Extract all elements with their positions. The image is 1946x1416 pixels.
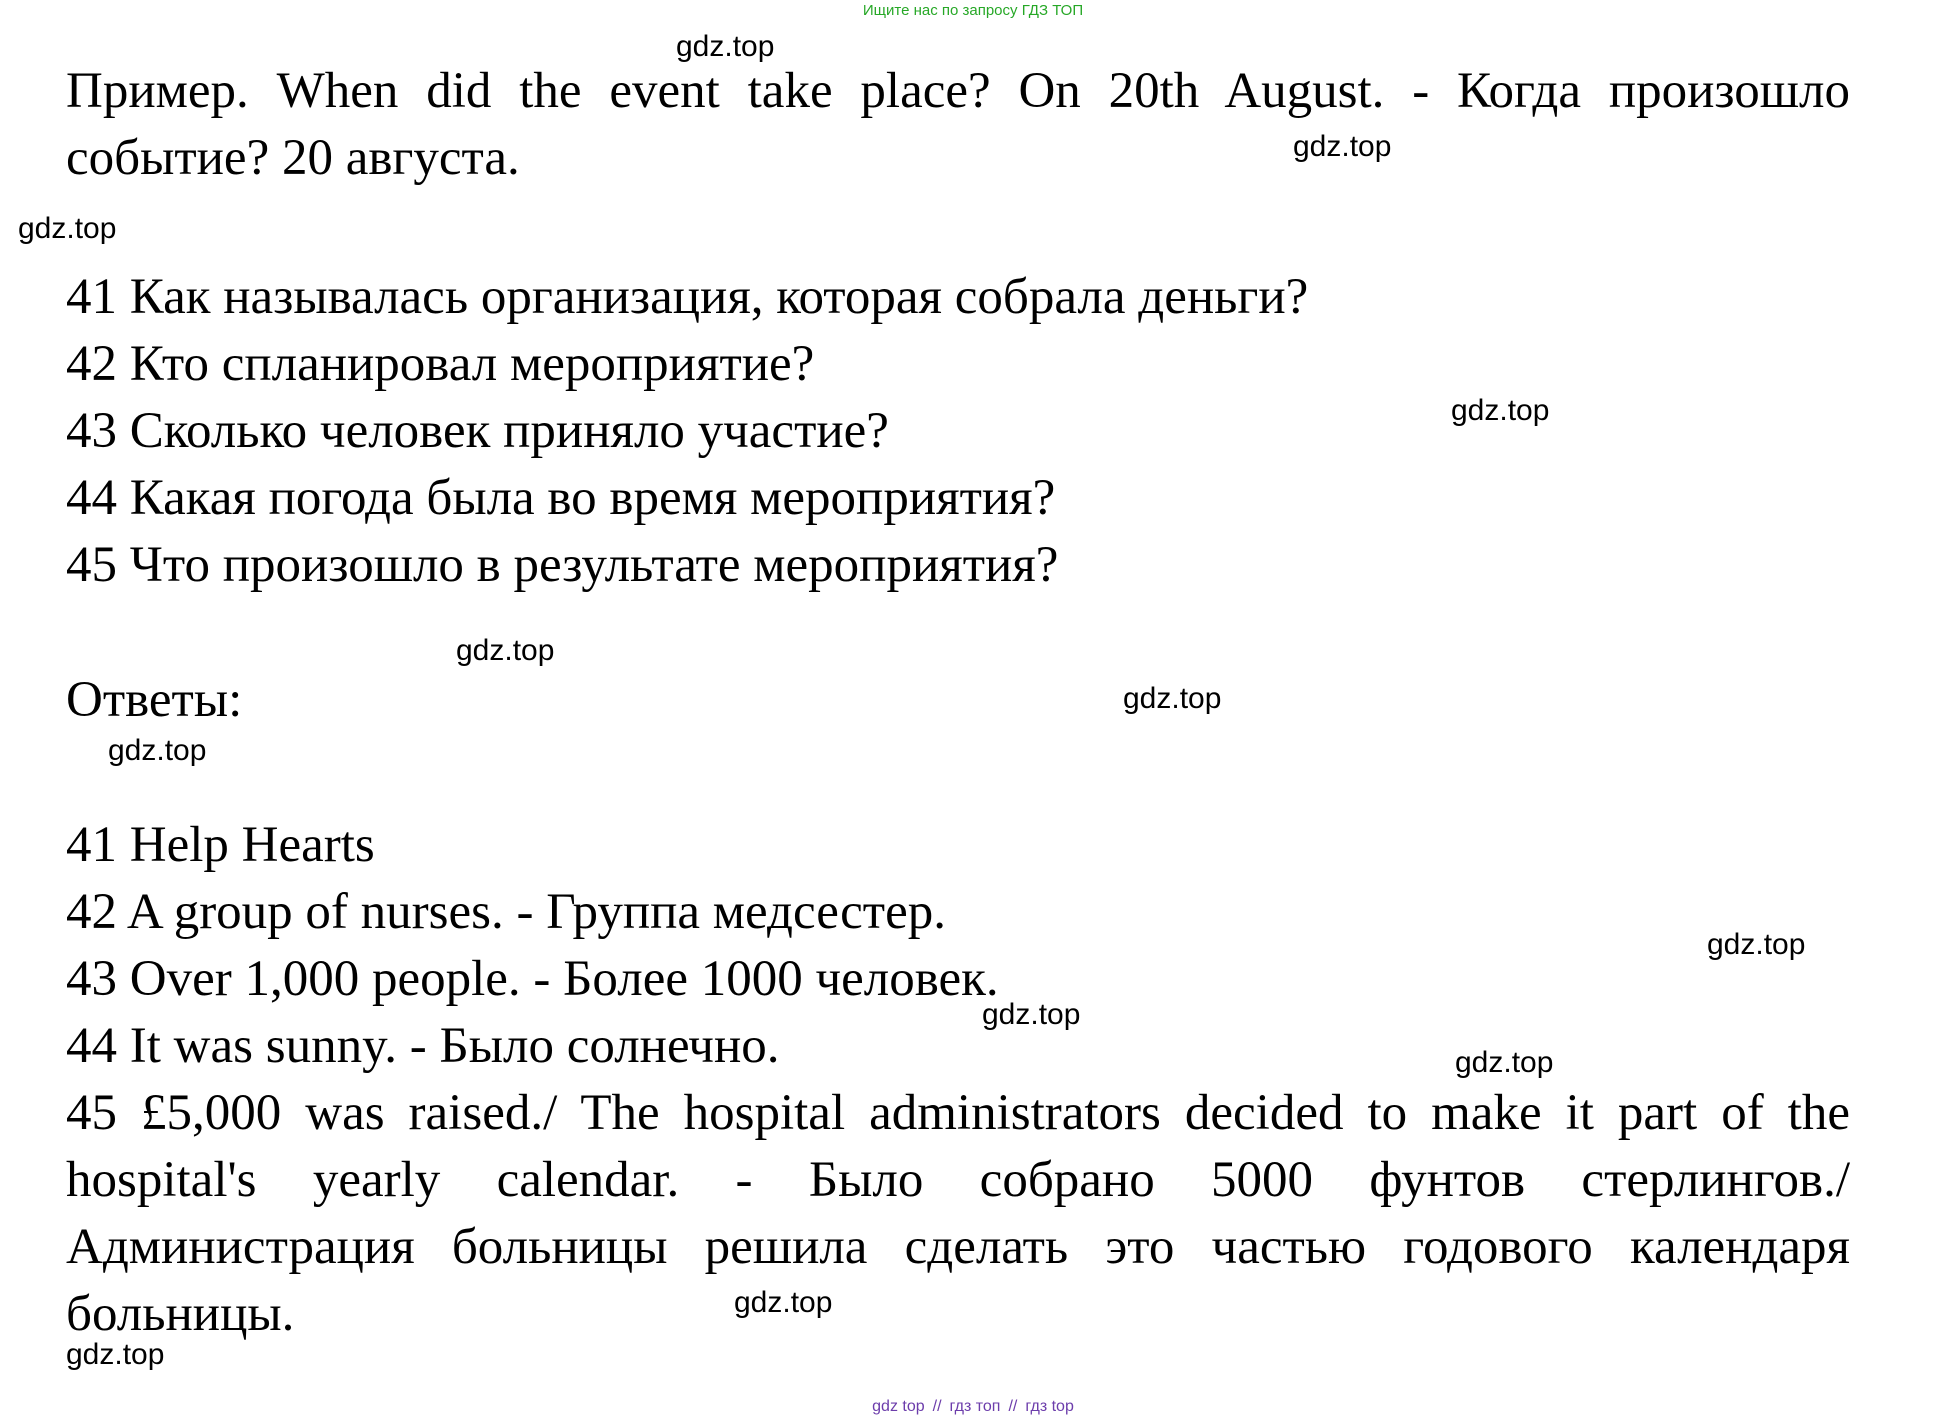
footer-link[interactable]: гдз топ (949, 1398, 1001, 1415)
question-list (66, 264, 1850, 599)
answer-item: 41 Help Hearts (66, 817, 375, 873)
question-item: 42 Кто спланировал мероприятие? (66, 336, 815, 392)
footer-separator: // (932, 1398, 942, 1415)
question-item: 45 Что произошло в результате мероприятия? (66, 537, 1059, 593)
watermark: gdz.top (1293, 130, 1392, 163)
watermark: gdz.top (18, 212, 117, 245)
answers-heading: Ответы: (66, 672, 243, 728)
watermark: gdz.top (734, 1286, 833, 1319)
search-hint-link[interactable]: Ищите нас по запросу ГДЗ ТОП (862, 2, 1084, 19)
question-item: 41 Как называлась организация, которая собрала деньги? (66, 269, 1309, 325)
watermark: gdz.top (676, 30, 775, 63)
watermark: gdz.top (982, 998, 1081, 1031)
answer-item: 45 £5,000 was raised./ The hospital administrators decided to make it part of the hospital's yearly calendar. - Было собрано 5000 фунтов стерлингов./ Администрация больницы решила сделать это частью годового календаря больницы. (66, 1085, 1850, 1342)
watermark: gdz.top (1123, 682, 1222, 715)
document-body (66, 58, 1850, 1348)
footer-links (0, 1398, 1946, 1416)
answer-list (66, 812, 1850, 1348)
watermark: gdz.top (1707, 928, 1806, 961)
watermark: gdz.top (1451, 394, 1550, 427)
example-paragraph: Пример. When did the event take place? On 20th August. - Когда произошло событие? 20 августа. (66, 63, 1850, 186)
footer-link[interactable]: гдз top (1025, 1398, 1074, 1415)
watermark: gdz.top (108, 734, 207, 767)
footer-link[interactable]: gdz top (872, 1398, 925, 1415)
question-item: 44 Какая погода была во время мероприятия? (66, 470, 1056, 526)
answer-item: 42 A group of nurses. - Группа медсестер. (66, 884, 946, 940)
footer-separator: // (1008, 1398, 1018, 1415)
watermark: gdz.top (456, 634, 555, 667)
answer-item: 44 It was sunny. - Было солнечно. (66, 1018, 780, 1074)
question-item: 43 Сколько человек приняло участие? (66, 403, 889, 459)
answer-item: 43 Over 1,000 people. - Более 1000 человек. (66, 951, 999, 1007)
watermark: gdz.top (66, 1338, 165, 1371)
top-banner (0, 2, 1946, 19)
watermark: gdz.top (1455, 1046, 1554, 1079)
